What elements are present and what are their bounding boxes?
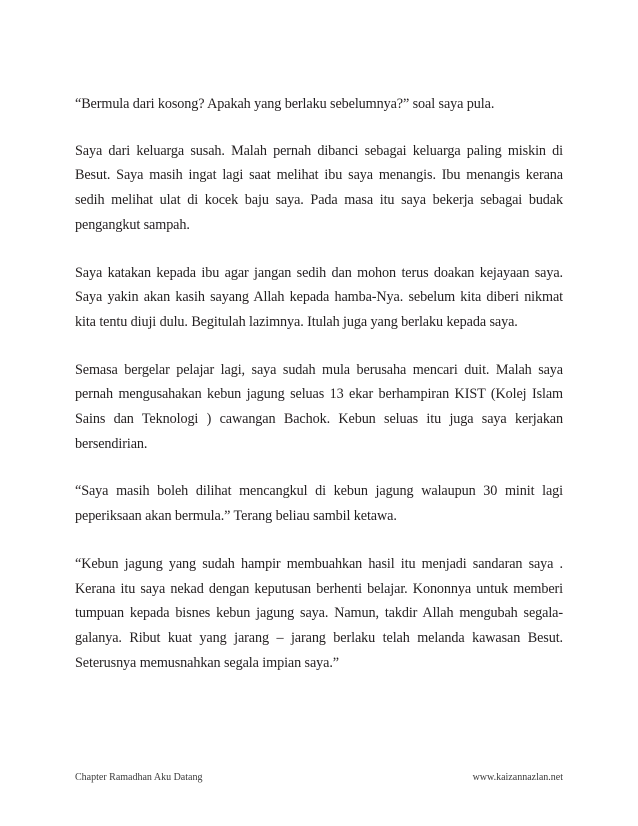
paragraph-2: Saya dari keluarga susah. Malah pernah dibanci sebagai keluarga paling miskin di Besut. Saya masih ingat lagi saat melihat ibu saya menangis. Ibu menangis kerana sedih melihat ulat di kocek baju saya. Pada masa itu saya bekerja sebagai budak pengangkut sampah. (75, 142, 563, 233)
body-text (75, 92, 563, 698)
paragraph-3: Saya katakan kepada ibu agar jangan sedih dan mohon terus doakan kejayaan saya. Saya yakin akan kasih sayang Allah kepada hamba-Nya. sebelum kita diberi nikmat kita tentu diuji dulu. Begitulah lazimnya. Itulah juga yang berlaku kepada saya. (75, 264, 563, 330)
footer-chapter-title: Chapter Ramadhan Aku Datang (75, 772, 203, 783)
paragraph-5: “Saya masih boleh dilihat mencangkul di kebun jagung walaupun 30 minit lagi peperiksaan akan bermula.” Terang beliau sambil ketawa. (75, 483, 563, 525)
footer-website: www.kaizannazlan.net (472, 772, 563, 783)
paragraph-1: “Bermula dari kosong? Apakah yang berlaku sebelumnya?” soal saya pula. (75, 96, 495, 112)
paragraph-6: “Kebun jagung yang sudah hampir membuahkan hasil itu menjadi sandaran saya . Kerana itu saya nekad dengan keputusan berhenti belajar. Kononnya untuk memberi tumpuan kepada bisnes kebun jagung saya. Namun, takdir Allah mengubah segala-galanya. Ribut kuat yang jarang – jarang berlaku telah melanda kawasan Besut. Seterusnya memusnahkan segala impian saya.” (75, 555, 563, 671)
paragraph-4: Semasa bergelar pelajar lagi, saya sudah mula berusaha mencari duit. Malah saya pernah mengusahakan kebun jagung seluas 13 ekar berhampiran KIST (Kolej Islam Sains dan Teknologi ) cawangan Bachok. Kebun seluas itu juga saya kerjakan bersendirian. (75, 361, 563, 452)
page-footer (75, 772, 563, 786)
